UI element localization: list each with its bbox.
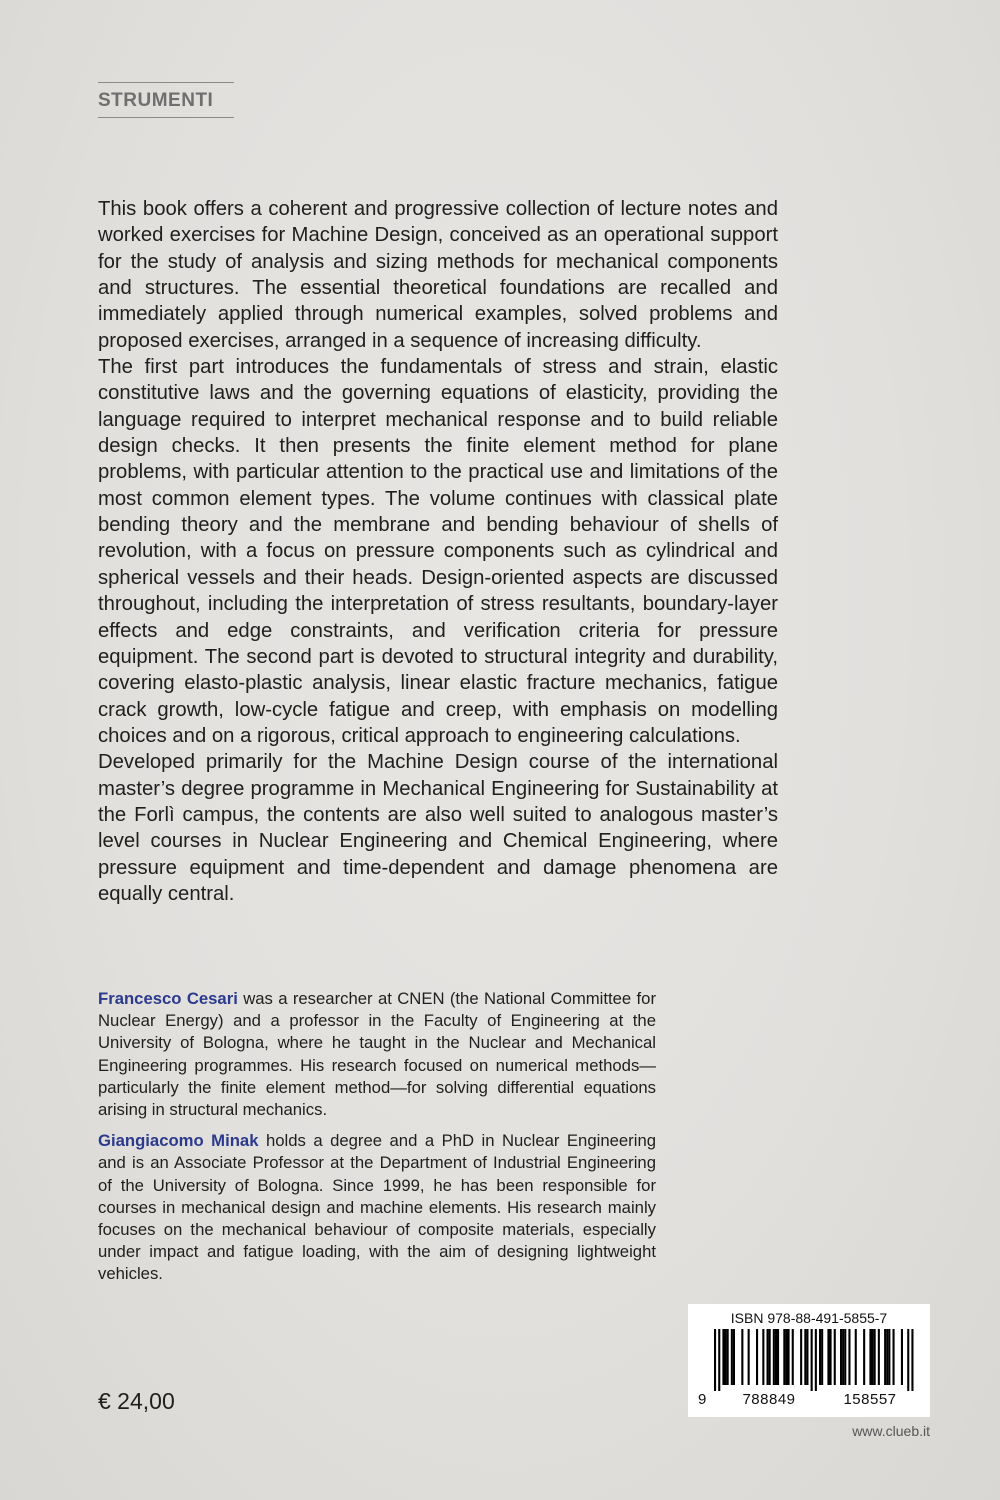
author-name: Francesco Cesari <box>98 989 238 1008</box>
back-cover-blurb <box>98 196 778 907</box>
author-bios <box>98 988 656 1295</box>
price: € 24,00 <box>98 1388 175 1414</box>
blurb-paragraph: The first part introduces the fundamentals of stress and strain, elastic constitutive laws and the governing equations of elasticity, providing the language required to interpret mechanical response and to build reliable design checks. It then presents the finite element method for plane problems, with particular attention to the practical use and limitations of the most common element types. The volume continues with classical plate bending theory and the membrane and bending behaviour of shells of revolution, with a focus on pressure components such as cylindrical and spherical vessels and their heads. Design-oriented aspects are discussed throughout, including the interpretation of stress resultants, boundary-layer effects and edge constraints, and verification criteria for pressure equipment. The second part is devoted to structural integrity and durability, covering elasto-plastic analysis, linear elastic fracture mechanics, fatigue crack growth, low-cycle fatigue and creep, with emphasis on modelling choices and on a rigorous, critical approach to engineering calculations. <box>98 356 778 747</box>
barcode-icon <box>698 1329 920 1391</box>
series-label: STRUMENTI <box>98 90 214 111</box>
barcode-box <box>688 1304 930 1417</box>
author-bio-text: holds a degree and a PhD in Nuclear Engineering and is an Associate Professor at the Department of Industrial Engineering of the University of Bologna. Since 1999, he has been responsible for courses in mechanical design and machine elements. His research mainly focuses on the mechanical behaviour of composite materials, especially under impact and fatigue loading, with the aim of designing lightweight vehicles. <box>98 1131 656 1284</box>
author-bio <box>98 1130 656 1285</box>
series-block <box>98 82 234 118</box>
isbn-label: ISBN 978-88-491-5855-7 <box>730 1310 888 1326</box>
barcode-digits-right: 158557 <box>843 1391 897 1408</box>
publisher-url: www.clueb.it <box>852 1423 930 1439</box>
author-name: Giangiacomo Minak <box>98 1131 259 1151</box>
barcode-digit-first: 9 <box>698 1391 707 1408</box>
blurb-paragraph: Developed primarily for the Machine Design course of the international master’s degree programme in Mechanical Engineering for Sustainability at the Forlì campus, the contents are also well suited to analogous master’s level courses in Nuclear Engineering and Chemical Engineering, where pressure equipment and time-dependent and damage phenomena are equally central. <box>98 751 778 905</box>
author-bio <box>98 988 656 1121</box>
barcode-digits-left: 788849 <box>742 1391 796 1408</box>
author-bio-text: was a researcher at CNEN (the National Committee for Nuclear Energy) and a professor in the Faculty of Engineering at the University of Bologna, where he taught in the Nuclear and Mechanical Engineering programmes. His research focused on numerical methods—particularly the finite element method—for solving differential equations arising in structural mechanics. <box>98 989 657 1120</box>
blurb-paragraph: This book offers a coherent and progressive collection of lecture notes and worked exercises for Machine Design, conceived as an operational support for the study of analysis and sizing methods for mechanical components and structures. The essential theoretical foundations are recalled and immediately applied through numerical examples, solved problems and proposed exercises, arranged in a sequence of increasing difficulty. <box>98 198 778 352</box>
